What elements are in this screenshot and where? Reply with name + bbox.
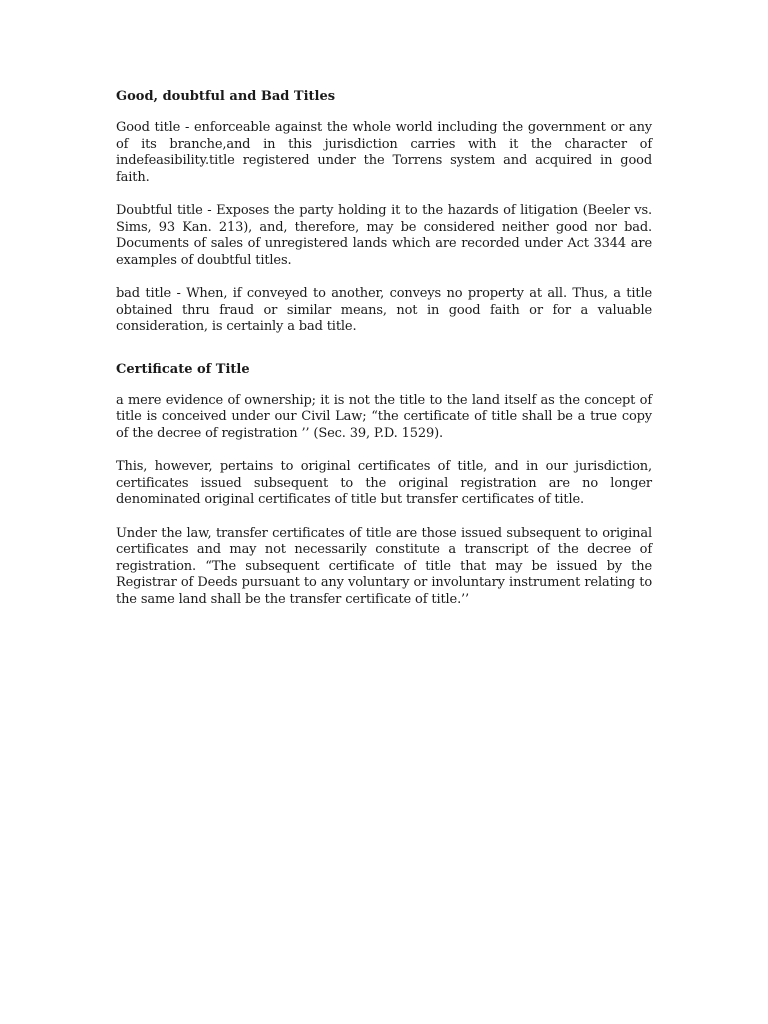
section-heading-certificate: Certificate of Title <box>116 361 250 377</box>
section-heading-titles: Good, doubtful and Bad Titles <box>116 89 336 104</box>
paragraph-doubtful-title: Doubtful title - Exposes the party holding it to the hazards of litigation (Beeler vs. Sims, 93 Kan. 213), and, therefore, may be considered neither good nor bad. Documents of sales of unregistered lands which are recorded under Act 3344 are examples of doubtful titles. <box>116 203 652 268</box>
paragraph-transfer-certificates: Under the law, transfer certificates of title are those issued subsequent to original certificates and may not necessarily constitute a transcript of the decree of registration. “The subsequent certificate of title that may be issued by the Registrar of Deeds pursuant to any voluntary or involuntary instrument relating to the same land shall be the transfer certificate of title.’’ <box>116 525 652 607</box>
paragraph-original-certificates: This, however, pertains to original certificates of title, and in our jurisdiction, certificates issued subsequent to the original registration are no longer denominated original certificates of title but transfer certificates of title. <box>116 459 652 507</box>
paragraph-good-title: Good title - enforceable against the whole world including the government or any of its branche,and in this jurisdiction carries with it the character of indefeasibility.title registered under the Torrens system and acquired in good faith. <box>116 120 652 185</box>
paragraph-certificate-definition: a mere evidence of ownership; it is not the title to the land itself as the concept of title is conceived under our Civil Law; “the certificate of title shall be a true copy of the decree of registration ’’ (Sec. 39, P.D. 1529). <box>116 392 652 441</box>
document-page <box>116 88 652 625</box>
paragraph-bad-title: bad title - When, if conveyed to another, conveys no property at all. Thus, a title obtained thru fraud or similar means, not in good faith or for a valuable consideration, is certainly a bad title. <box>116 286 652 334</box>
